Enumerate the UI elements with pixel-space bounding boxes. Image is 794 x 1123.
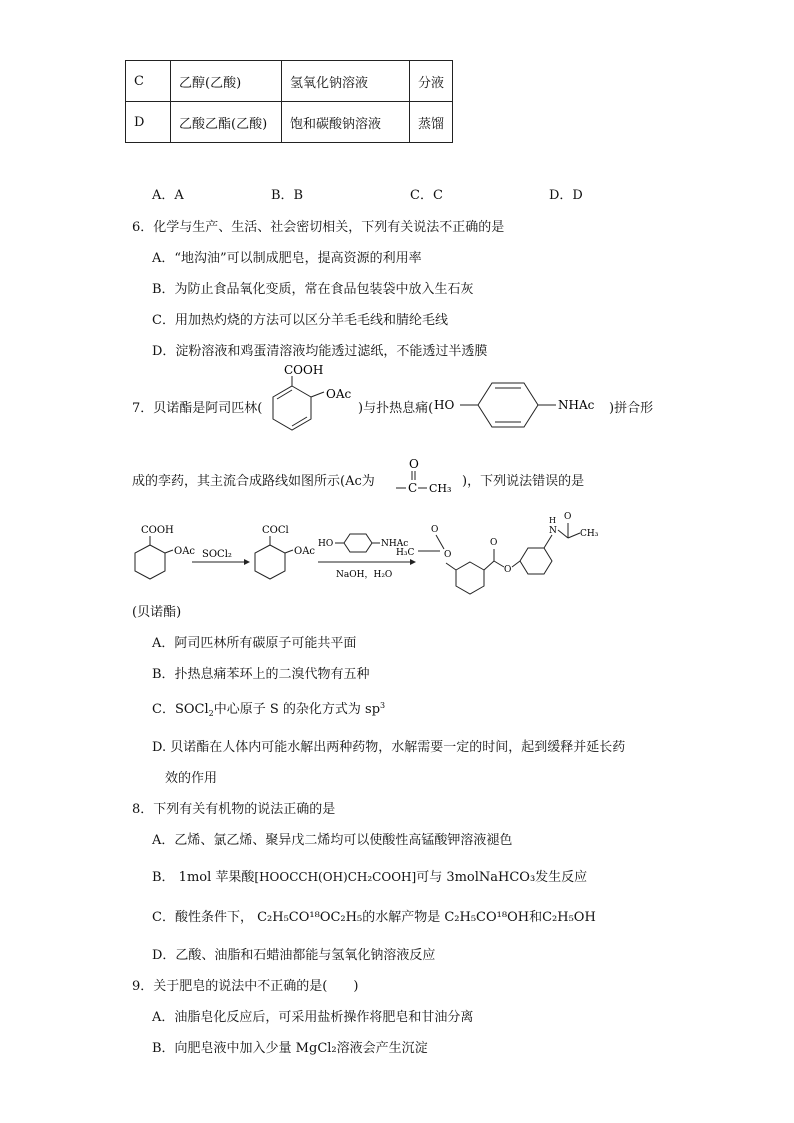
q8-option-a: A．乙烯、氯乙烯、聚异戊二烯均可以使酸性高锰酸钾溶液褪色 bbox=[152, 833, 513, 848]
ho-label: HO bbox=[434, 398, 455, 412]
q5-option-c: C．C bbox=[410, 188, 443, 203]
oac-label: OAc bbox=[326, 387, 352, 401]
socl2-formula: SOCl bbox=[174, 702, 209, 717]
table-row bbox=[126, 61, 453, 102]
scheme-ho-label: HO bbox=[318, 539, 334, 549]
q8-option-b-suffix: 可与 3molNaHCO₃发生反应 bbox=[416, 870, 588, 885]
q8-option-d: D．乙酸、油脂和石蜡油都能与氢氧化钠溶液反应 bbox=[152, 948, 436, 963]
product-o1-label: O bbox=[444, 550, 452, 560]
q7-option-d-line1: D. 贝诺酯在人体内可能水解出两种药物，水解需要一定的时间，起到缓释并延长药 bbox=[152, 740, 626, 755]
scheme-oac-label: OAc bbox=[174, 546, 196, 557]
q8-option-c bbox=[152, 906, 596, 925]
q7-stem-a: 7．贝诺酯是阿司匹林( bbox=[132, 401, 263, 416]
q8-option-c-mid: 的水解产物是 bbox=[362, 910, 445, 925]
q5-option-d: D．D bbox=[549, 188, 583, 203]
q6-stem: 6．化学与生产、生活、社会密切相关，下列有关说法不正确的是 bbox=[132, 220, 505, 235]
nhac-label: NHAc bbox=[558, 398, 595, 412]
socl2-label: SOCl₂ bbox=[202, 549, 232, 560]
q8-stem: 8．下列有关有机物的说法正确的是 bbox=[132, 802, 336, 817]
acetyl-o-label: O bbox=[409, 457, 419, 471]
q8-option-b-prefix: B． 1mol 苹果酸 bbox=[152, 870, 255, 885]
q9-option-a: A．油脂皂化反应后，可采用盐析操作将肥皂和甘油分离 bbox=[152, 1010, 474, 1025]
q7-stem-d: 成的孪药，其主流合成路线如图所示(Ac为 bbox=[132, 474, 375, 489]
cocl-label: COCl bbox=[262, 525, 289, 536]
q7-option-c-text: 中心原子 S 的杂化方式为 sp bbox=[213, 702, 381, 717]
product-n-label: N bbox=[549, 526, 557, 536]
q7-option-b: B．扑热息痛苯环上的二溴代物有五种 bbox=[152, 667, 370, 682]
sp3-superscript: 3 bbox=[380, 701, 386, 710]
q7-option-a: A．阿司匹林所有碳原子可能共平面 bbox=[152, 636, 357, 651]
options-table bbox=[125, 60, 453, 143]
naoh-label: NaOH，H₂O bbox=[336, 570, 393, 580]
row-reagent: 氢氧化钠溶液 bbox=[282, 61, 410, 102]
q5-option-a: A．A bbox=[152, 188, 184, 203]
product-name: (贝诺酯) bbox=[132, 605, 182, 620]
table-row bbox=[126, 102, 453, 143]
scheme-cooh-label: COOH bbox=[141, 525, 174, 536]
q6-option-d: D．淀粉溶液和鸡蛋清溶液均能透过滤纸，不能透过半透膜 bbox=[152, 344, 488, 359]
q7-stem-c: )拼合形 bbox=[609, 401, 654, 416]
scheme-oac2-label: OAc bbox=[294, 546, 316, 557]
aspirin-structure bbox=[262, 362, 362, 444]
q8-option-b bbox=[152, 866, 587, 885]
reaction-scheme bbox=[128, 505, 608, 600]
acetyl-ch3-label: CH₃ bbox=[429, 482, 452, 495]
product-o4-label: O bbox=[504, 565, 512, 575]
row-reagent: 饱和碳酸钠溶液 bbox=[282, 102, 410, 143]
product-h-label: H bbox=[549, 516, 556, 525]
paracetamol-structure bbox=[434, 378, 614, 432]
q7-option-d-line2: 效的作用 bbox=[165, 771, 218, 786]
q6-option-a: A．“地沟油”可以制成肥皂，提高资源的利用率 bbox=[152, 251, 422, 266]
ester-formula: C₂H₅CO¹⁸OC₂H₅ bbox=[257, 910, 363, 925]
q5-option-b: B．B bbox=[271, 188, 304, 203]
q8-option-c-prefix: C．酸性条件下， bbox=[152, 910, 258, 925]
scheme-nhac-label: NHAc bbox=[381, 539, 409, 549]
product-o2-label: O bbox=[431, 525, 439, 535]
cooh-label: COOH bbox=[284, 363, 324, 377]
product-o5-label: O bbox=[564, 512, 572, 522]
product-ch3-label: CH₃ bbox=[580, 529, 599, 539]
product-o3-label: O bbox=[490, 538, 498, 548]
acetyl-c-label: C bbox=[408, 481, 418, 495]
q9-stem: 9．关于肥皂的说法中不正确的是( ) bbox=[132, 979, 359, 994]
q9-option-b: B．向肥皂液中加入少量 MgCl₂溶液会产生沉淀 bbox=[152, 1041, 428, 1056]
acetyl-structure bbox=[394, 456, 464, 496]
q7-stem-b: )与扑热息痛( bbox=[358, 401, 434, 416]
row-method: 蒸馏 bbox=[410, 102, 453, 143]
product1-formula: C₂H₅CO¹⁸OH bbox=[444, 910, 530, 925]
q7-option-c bbox=[152, 698, 385, 718]
q7-stem-e: )，下列说法错误的是 bbox=[462, 474, 585, 489]
row-method: 分液 bbox=[410, 61, 453, 102]
row-mixture: 乙酸乙酯(乙酸) bbox=[171, 102, 282, 143]
row-mixture: 乙醇(乙酸) bbox=[171, 61, 282, 102]
malic-acid-formula: [HOOCCH(OH)CH₂COOH] bbox=[254, 870, 417, 884]
row-label: D bbox=[126, 102, 171, 143]
product-h3c-label: H₃C bbox=[396, 548, 415, 558]
q8-option-c-and: 和 bbox=[529, 910, 543, 925]
q6-option-b: B．为防止食品氧化变质，常在食品包装袋中放入生石灰 bbox=[152, 282, 474, 297]
q7-option-c-prefix: C． bbox=[152, 702, 175, 717]
product2-formula: C₂H₅OH bbox=[542, 910, 596, 925]
row-label: C bbox=[126, 61, 171, 102]
q6-option-c: C．用加热灼烧的方法可以区分羊毛毛线和腈纶毛线 bbox=[152, 313, 448, 328]
socl2-subscript: 2 bbox=[208, 709, 214, 718]
